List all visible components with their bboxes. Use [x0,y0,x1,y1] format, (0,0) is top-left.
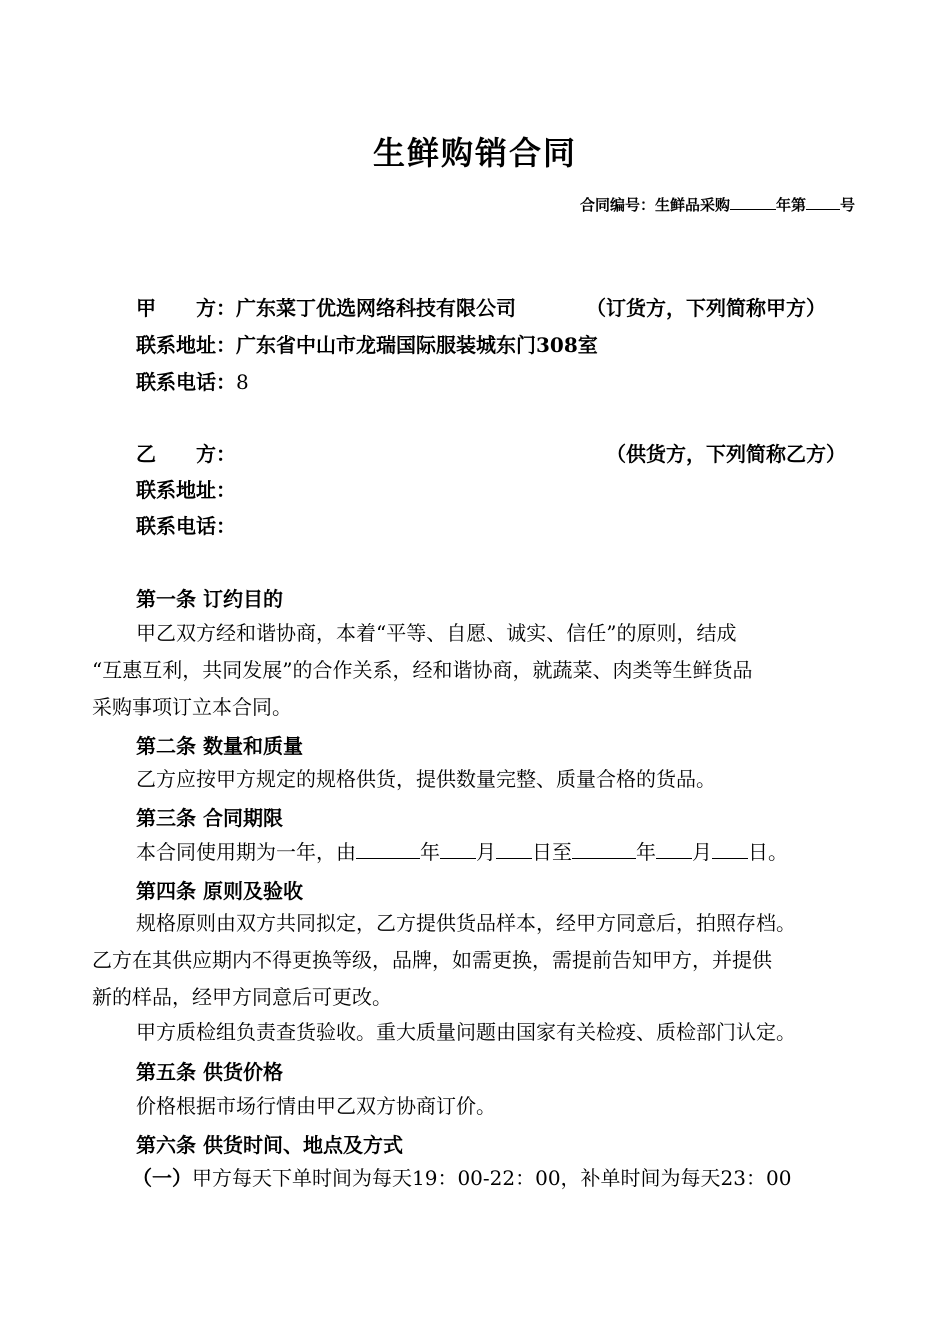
article-3-month-1: 月 [476,840,496,864]
article-4-para-1 [92,905,862,1016]
article-4-line-1 [92,905,862,942]
article-5-text: 价格根据市场行情由甲乙双方协商订价。 [136,1094,496,1118]
blank-start-year [356,838,420,859]
article-3-month-2: 月 [692,840,712,864]
article-3-year-1: 年 [420,840,440,864]
contract-number-mid: 年第 [775,196,806,214]
party-a-address-line [136,329,598,358]
article-3-title: 第三条 合同期限 [136,806,283,830]
party-b-address-label: 联系地址： [136,478,236,502]
article-1-text-1: 甲乙双方经和谐协商，本着“平等、自愿、诚实、信任”的原则，结成 [136,621,737,645]
article-4-title: 第四条 原则及验收 [136,879,303,903]
blank-end-month [656,838,692,859]
party-a-phone: 8 [236,370,249,394]
contract-number-suffix: 号 [839,196,855,214]
article-1-line-1 [92,615,862,652]
article-6-item-1-label: （一） [132,1166,192,1190]
party-a-phone-label: 联系电话： [136,370,236,394]
blank-end-day [712,838,748,859]
article-3-day-to: 日至 [532,840,572,864]
article-5-para [92,1088,862,1125]
article-6-item-1-text: 甲方每天下单时间为每天19：00-22：00，补单时间为每天23：00 [192,1166,792,1190]
contract-number-prefix: 合同编号：生鲜品采购 [579,196,730,214]
party-a-address: 广东省中山市龙瑞国际服装城东门308室 [236,333,598,357]
article-3-text-prefix: 本合同使用期为一年，由 [136,840,356,864]
party-a-label: 甲 方： [136,296,236,320]
article-6-title: 第六条 供货时间、地点及方式 [136,1133,403,1157]
blank-serial [806,195,840,210]
contract-number [580,194,855,215]
party-b-label: 乙 方： [136,442,236,466]
party-a-line [136,292,516,321]
article-2-text: 乙方应按甲方规定的规格供货，提供数量完整、质量合格的货品。 [136,767,716,791]
blank-start-month [440,838,476,859]
article-5-title: 第五条 供货价格 [136,1060,283,1084]
document-title: 生鲜购销合同 [372,134,577,172]
blank-end-year [572,838,636,859]
party-b-phone-label: 联系电话： [136,514,236,538]
party-a-name: 广东菜丁优选网络科技有限公司 [236,296,516,320]
article-4-para-2 [92,1014,862,1051]
article-4-text-1: 规格原则由双方共同拟定，乙方提供货品样本，经甲方同意后，拍照存档。 [136,911,796,935]
party-a-phone-line [136,366,249,395]
article-3-day-end: 日。 [748,840,788,864]
article-6-item-1 [132,1160,902,1197]
article-4-text-2: 甲方质检组负责查货验收。重大质量问题由国家有关检疫、质检部门认定。 [136,1020,796,1044]
party-b-note: （供货方，下列简称乙方） [606,442,846,466]
article-1-line-2: “互惠互利，共同发展”的合作关系，经和谐协商，就蔬菜、肉类等生鲜货品 [92,658,753,682]
article-2-title: 第二条 数量和质量 [136,734,303,758]
blank-year [730,195,776,210]
article-1-para [92,615,862,726]
article-1-title: 第一条 订约目的 [136,587,283,611]
article-3-year-2: 年 [636,840,656,864]
blank-start-day [496,838,532,859]
article-2-para [92,761,862,798]
party-a-address-label: 联系地址： [136,333,236,357]
article-1-line-3: 采购事项订立本合同。 [92,695,292,719]
article-3-para [92,834,862,871]
article-4-line-2: 乙方在其供应期内不得更换等级，品牌，如需更换，需提前告知甲方，并提供 [92,948,772,972]
party-a-note: （订货方，下列简称甲方） [586,296,826,320]
article-4-line-3: 新的样品，经甲方同意后可更改。 [92,985,392,1009]
